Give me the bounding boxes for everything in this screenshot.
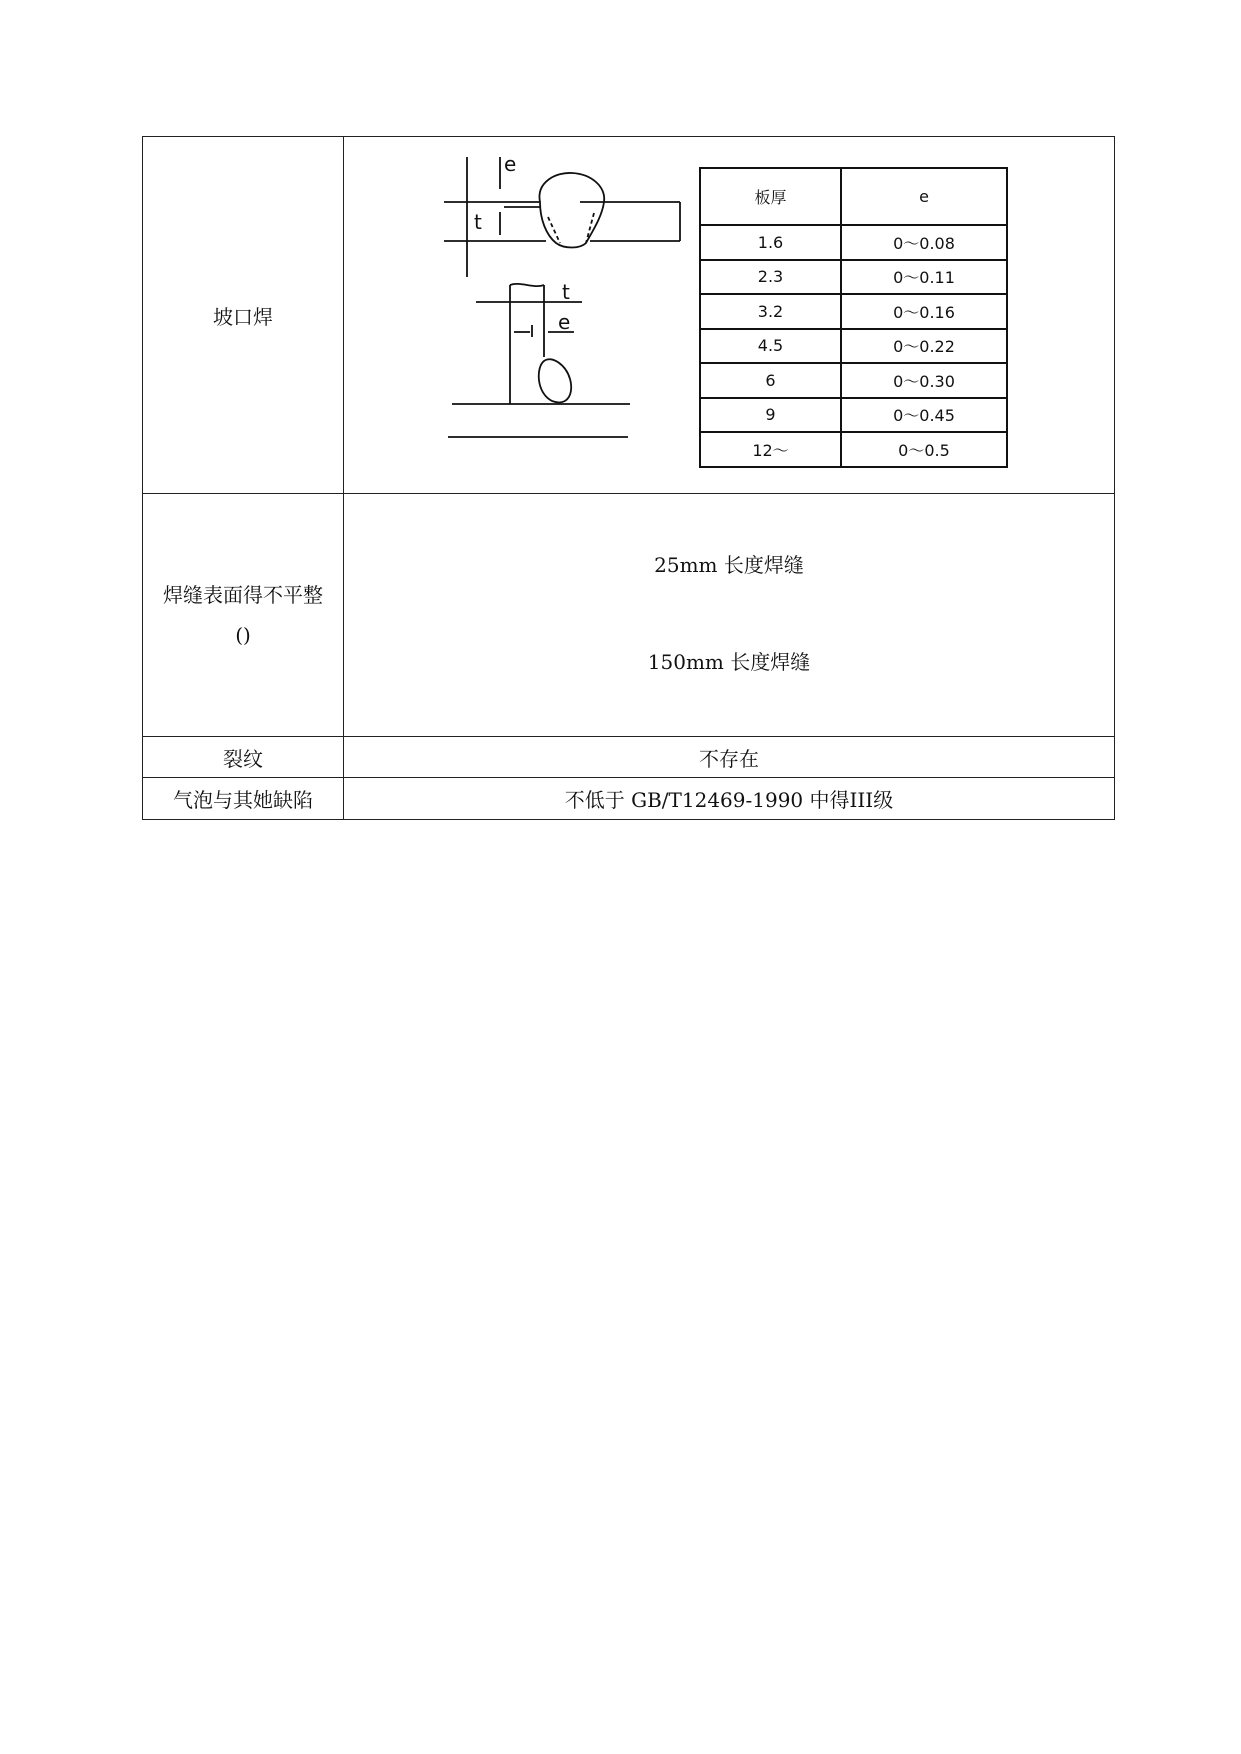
table-row	[700, 225, 1007, 260]
e-cell: 0～0.22	[841, 329, 1007, 364]
groove-lines	[548, 213, 594, 243]
table-row	[700, 432, 1007, 467]
label-e: e	[504, 157, 517, 176]
row-label-surface-unevenness	[143, 494, 344, 737]
table-row	[700, 398, 1007, 433]
table-row	[700, 260, 1007, 295]
thickness-cell: 4.5	[700, 329, 841, 364]
table-row	[700, 329, 1007, 364]
header-thickness: 板厚	[700, 168, 841, 225]
table-row	[143, 494, 1115, 737]
label-line1: 焊缝表面得不平整	[163, 583, 323, 607]
web-break	[510, 284, 544, 286]
e-cell: 0～0.5	[841, 432, 1007, 467]
thickness-e-table	[699, 167, 1008, 468]
groove-weld-figure	[344, 137, 1114, 493]
row-label-crack: 裂纹	[143, 737, 344, 778]
e-cell: 0～0.16	[841, 294, 1007, 329]
table-row	[143, 137, 1115, 494]
groove-weld-figure-cell	[344, 137, 1115, 494]
thickness-cell: 1.6	[700, 225, 841, 260]
label-t2: t	[562, 280, 570, 304]
table-row	[700, 294, 1007, 329]
length-150mm: 150mm 长度焊缝	[647, 650, 811, 674]
weld-diagram	[444, 157, 684, 457]
thickness-cell: 3.2	[700, 294, 841, 329]
weld-bead	[539, 173, 604, 248]
fillet-weld	[539, 359, 571, 402]
surface-unevenness-values	[344, 494, 1115, 737]
weld-quality-table	[142, 136, 1115, 820]
e-cell: 0～0.08	[841, 225, 1007, 260]
thickness-cell: 2.3	[700, 260, 841, 295]
table-row	[143, 737, 1115, 778]
thickness-table-header	[700, 168, 1007, 225]
label-line2: ()	[235, 623, 251, 647]
crack-value: 不存在	[344, 737, 1115, 778]
header-e: e	[841, 168, 1007, 225]
row-label-porosity: 气泡与其她缺陷	[143, 778, 344, 820]
length-25mm: 25mm 长度焊缝	[654, 553, 804, 577]
thickness-cell: 12～	[700, 432, 841, 467]
e-cell: 0～0.45	[841, 398, 1007, 433]
thickness-cell: 6	[700, 363, 841, 398]
thickness-cell: 9	[700, 398, 841, 433]
porosity-value: 不低于 GB/T12469-1990 中得III级	[344, 778, 1115, 820]
row-label-groove-weld: 坡口焊	[143, 137, 344, 494]
e-cell: 0～0.11	[841, 260, 1007, 295]
e-cell: 0～0.30	[841, 363, 1007, 398]
label-e2: e	[558, 310, 571, 334]
label-t: t	[474, 210, 482, 234]
table-row	[700, 363, 1007, 398]
table-row	[143, 778, 1115, 820]
